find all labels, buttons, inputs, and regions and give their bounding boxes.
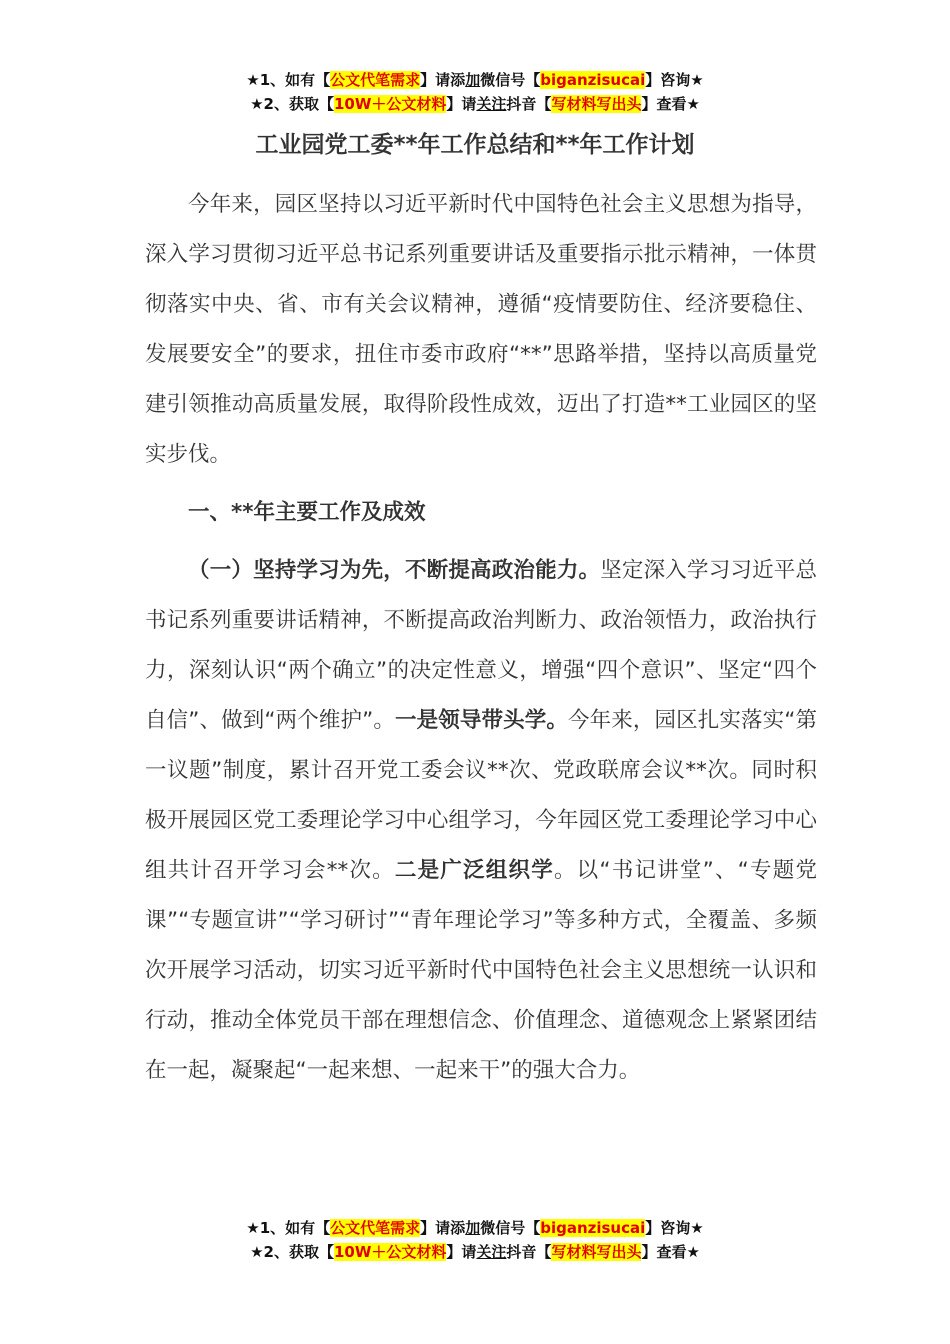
banner-underline: 加 xyxy=(465,71,481,89)
banner-highlight: 公文代笔需求 xyxy=(330,1219,421,1237)
document-title: 工业园党工委**年工作总结和**年工作计划 xyxy=(255,132,695,158)
banner-text: ★1、如有【 xyxy=(246,1219,331,1237)
header-banner xyxy=(0,68,950,116)
banner-underline: 关注 xyxy=(476,95,507,113)
banner-line-1 xyxy=(0,68,950,92)
banner-text: 】查看★ xyxy=(641,95,700,113)
subsection-lead: （一）坚持学习为先，不断提高政治能力。 xyxy=(188,558,601,583)
banner-text: 微信号【 xyxy=(480,1219,541,1237)
banner-text: ★1、如有【 xyxy=(246,71,331,89)
banner-text: 】请添 xyxy=(420,1219,466,1237)
banner-text: 】请添 xyxy=(420,71,466,89)
document-body xyxy=(145,180,817,1096)
point-lead: 一是领导带头学。 xyxy=(395,708,568,733)
paragraph-text: 。以“书记讲堂”、“专题党课”“专题宣讲”“学习研讨”“青年理论学习”等多种方式，全覆盖、多频次开展学习活动，切实习近平新时代中国特色社会主义思想统一认识和行动，推动全体党员干部在理想信念、价值理念、道德观念上紧紧团结在一起，凝聚起“一起来想、一起来干”的强大合力。 xyxy=(145,858,817,1083)
banner-underline: 关注 xyxy=(476,1243,507,1261)
footer-banner xyxy=(0,1216,950,1264)
section-paragraph xyxy=(145,546,817,1096)
banner-text: 】请 xyxy=(446,1243,477,1261)
banner-highlight: biganzisucai xyxy=(540,71,646,89)
banner-highlight: 写材料写出头 xyxy=(551,1243,642,1261)
paragraph-text: 坚定深入学习习近平总书记系列重要讲话精神，不断提高政治判断力、政治领悟力，政治执行力，深刻认识“两个确立”的决定性意义，增强“四个意识”、坚定“四个自信”、做到“两个维护”。 xyxy=(145,558,817,733)
banner-highlight: 10W＋公文材料 xyxy=(333,95,447,113)
banner-highlight: biganzisucai xyxy=(540,1219,646,1237)
banner-text: 】咨询★ xyxy=(645,71,704,89)
banner-underline: 加 xyxy=(465,1219,481,1237)
banner-line-1 xyxy=(0,1216,950,1240)
banner-text: 】查看★ xyxy=(641,1243,700,1261)
banner-text: 抖音【 xyxy=(506,95,552,113)
banner-highlight: 公文代笔需求 xyxy=(330,71,421,89)
banner-text: 】请 xyxy=(446,95,477,113)
banner-text: 微信号【 xyxy=(480,71,541,89)
banner-text: 】咨询★ xyxy=(645,1219,704,1237)
section-heading: 一、**年主要工作及成效 xyxy=(188,500,426,525)
banner-text: ★2、获取【 xyxy=(250,1243,334,1261)
banner-highlight: 写材料写出头 xyxy=(551,95,642,113)
intro-paragraph: 今年来，园区坚持以习近平新时代中国特色社会主义思想为指导，深入学习贯彻习近平总书记系列重要讲话及重要指示批示精神，一体贯彻落实中央、省、市有关会议精神，遵循“疫情要防住、经济要稳住、发展要安全”的要求，扭住市委市政府“**”思路举措，坚持以高质量党建引领推动高质量发展，取得阶段性成效，迈出了打造**工业园区的坚实步伐。 xyxy=(145,192,817,467)
banner-line-2 xyxy=(0,92,950,116)
banner-text: ★2、获取【 xyxy=(250,95,334,113)
banner-highlight: 10W＋公文材料 xyxy=(333,1243,447,1261)
banner-line-2 xyxy=(0,1240,950,1264)
banner-text: 抖音【 xyxy=(506,1243,552,1261)
point-lead: 二是广泛组织学 xyxy=(394,858,554,883)
paragraph-text: 今年来，园区扎实落实“第一议题”制度，累计召开党工委会议**次、党政联席会议**次。同时积极开展园区党工委理论学习中心组学习，今年园区党工委理论学习中心组共计召开学习会**次。 xyxy=(145,708,817,883)
